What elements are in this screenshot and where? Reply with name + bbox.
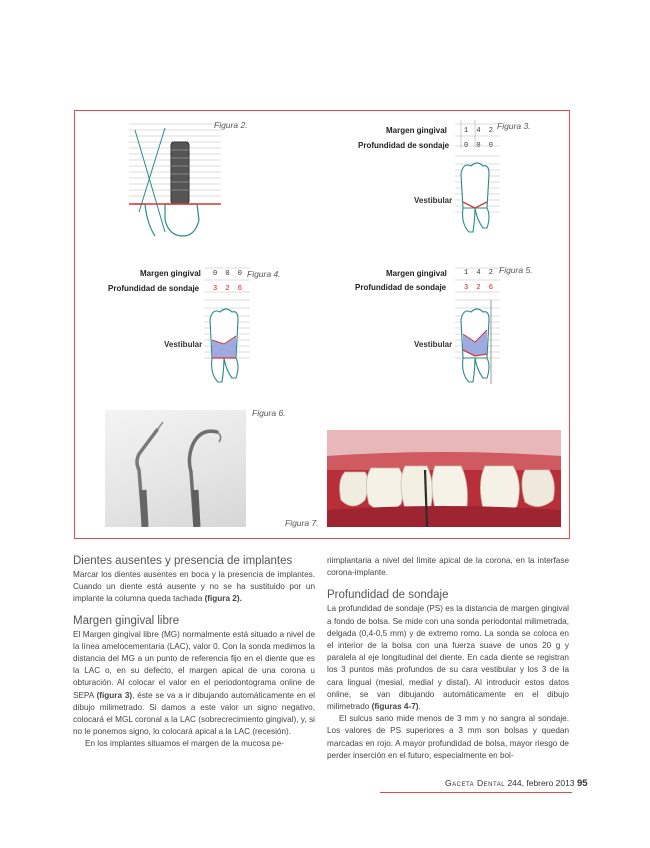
fig5-margen-values: 1 4 2 — [464, 269, 496, 277]
fig4-margen-label: Margen gingival — [140, 269, 201, 278]
paragraph-implantes: En los implantes situamos el margen de la mucosa pe- — [85, 739, 284, 749]
footer-rule — [380, 792, 572, 793]
figure-4-tooth — [204, 264, 250, 388]
figure-ref: (figura 3) — [96, 690, 133, 700]
paragraph-text: . — [418, 702, 421, 712]
figure-ref: (figuras 4-7) — [371, 702, 419, 712]
paragraph-text: , éste se va a ir dibujando automáticamente en el dibujo milimetrado. Si damos a este valor un signo negativo, colocará el MGL coronal a la LAC (sobrecrecimiento gingival), y, si no le ponemos signo, lo colocará apical a la LAC (recesión). — [73, 690, 315, 737]
fig3-vestibular-label: Vestibular — [414, 196, 453, 205]
heading-dientes-ausentes: Dientes ausentes y presencia de implantes — [73, 555, 293, 567]
fig4-vestibular-label: Vestibular — [164, 340, 203, 349]
paragraph-margen-gingival — [73, 629, 315, 739]
fig4-prof-values: 3 2 6 — [213, 285, 245, 293]
paragraph-text: La profundidad de sondaje (PS) es la distancia de margen gingival a fondo de bolsa. Se mide con una sonda periodontal milimetrada, delgada (0,4-0,5 mm) y de extremo romo. La sonda se coloca en el interior de la bolsa con una fuerza suave de unos 20 g y paralela al eje longitudinal del diente. En cada diente se registran los 3 puntos más profundos de su cara vestibular y los 3 de la cara lingual (mesial, medial y distal). Al introducir estos datos online, se van dibujando automáticamente en el dibujo milimetrado — [327, 604, 569, 712]
article-column-left — [73, 555, 315, 751]
figure-7-label: Figura 7. — [285, 518, 319, 528]
page-footer — [445, 778, 588, 789]
fig5-prof-label: Profundidad de sondaje — [355, 283, 447, 292]
paragraph-continuation: riimplantaria a nivel del límite apical de la corona, en la interfase corona-implante. — [327, 556, 569, 578]
fig5-vestibular-label: Vestibular — [414, 340, 453, 349]
figure-7-photo — [327, 430, 561, 527]
figure-6-photo — [105, 410, 246, 527]
paragraph-dientes-ausentes — [73, 569, 315, 606]
figure-3-tooth — [455, 120, 500, 240]
paragraph-sulcus: El sulcus sano mide menos de 3 mm y no sangra al sondaje. Los valores de PS superiores a 3 mm son bolsas y quedan marcadas en rojo. A mayor profundidad de bolsa, mayor riesgo de perder inserción en el futuro, especialmente en bol- — [327, 714, 569, 760]
fig4-margen-values: 0 0 0 — [213, 270, 245, 278]
figure-3-label: Figura 3. — [497, 121, 531, 131]
issue-info: 244, febrero 2013 — [507, 778, 575, 788]
fig4-prof-label: Profundidad de sondaje — [108, 284, 200, 293]
fig5-prof-values: 3 2 6 — [464, 284, 496, 292]
article-column-right — [327, 555, 569, 762]
fig3-margen-values: 1 4 2 — [464, 127, 496, 135]
figure-ref: (figura 2). — [204, 594, 242, 604]
fig5-margen-label: Margen gingival — [386, 269, 447, 278]
figure-5-tooth — [455, 264, 500, 388]
figure-2-drawing — [125, 120, 225, 240]
heading-profundidad-sondaje: Profundidad de sondaje — [327, 589, 449, 602]
fig3-margen-label: Margen gingival — [386, 126, 447, 135]
fig3-prof-label: Profundidad de sondaje — [358, 141, 450, 150]
fig3-prof-values: 0 0 0 — [464, 142, 496, 150]
paragraph-profundidad — [327, 603, 569, 713]
figure-5-label: Figura 5. — [499, 265, 533, 275]
figure-6-label: Figura 6. — [252, 408, 286, 418]
figure-4-label: Figura 4. — [247, 269, 281, 279]
paragraph-text: Marcar los dientes ausentes en boca y la presencia de implantes. Cuando un diente está ausente y no se ha sustituido por un implante la columna queda tachada — [73, 570, 315, 604]
page-number: 95 — [576, 778, 588, 789]
journal-name: Gaceta Dental — [445, 778, 506, 788]
heading-margen-gingival: Margen gingival libre — [73, 614, 180, 627]
figure-2-label: Figura 2. — [214, 120, 248, 130]
paragraph-text: El Margen gingival libre (MG) normalmente está situado a nivel de la línea amelocementaria (LAC), valor 0. Con la sonda medimos la distancia del MG a un punto de referencia fijo en el diente que es la LAC o, en su defecto, el margen apical de una corona u obturación. Al colocar el valor en el periodontograma online de SEPA — [73, 629, 315, 700]
